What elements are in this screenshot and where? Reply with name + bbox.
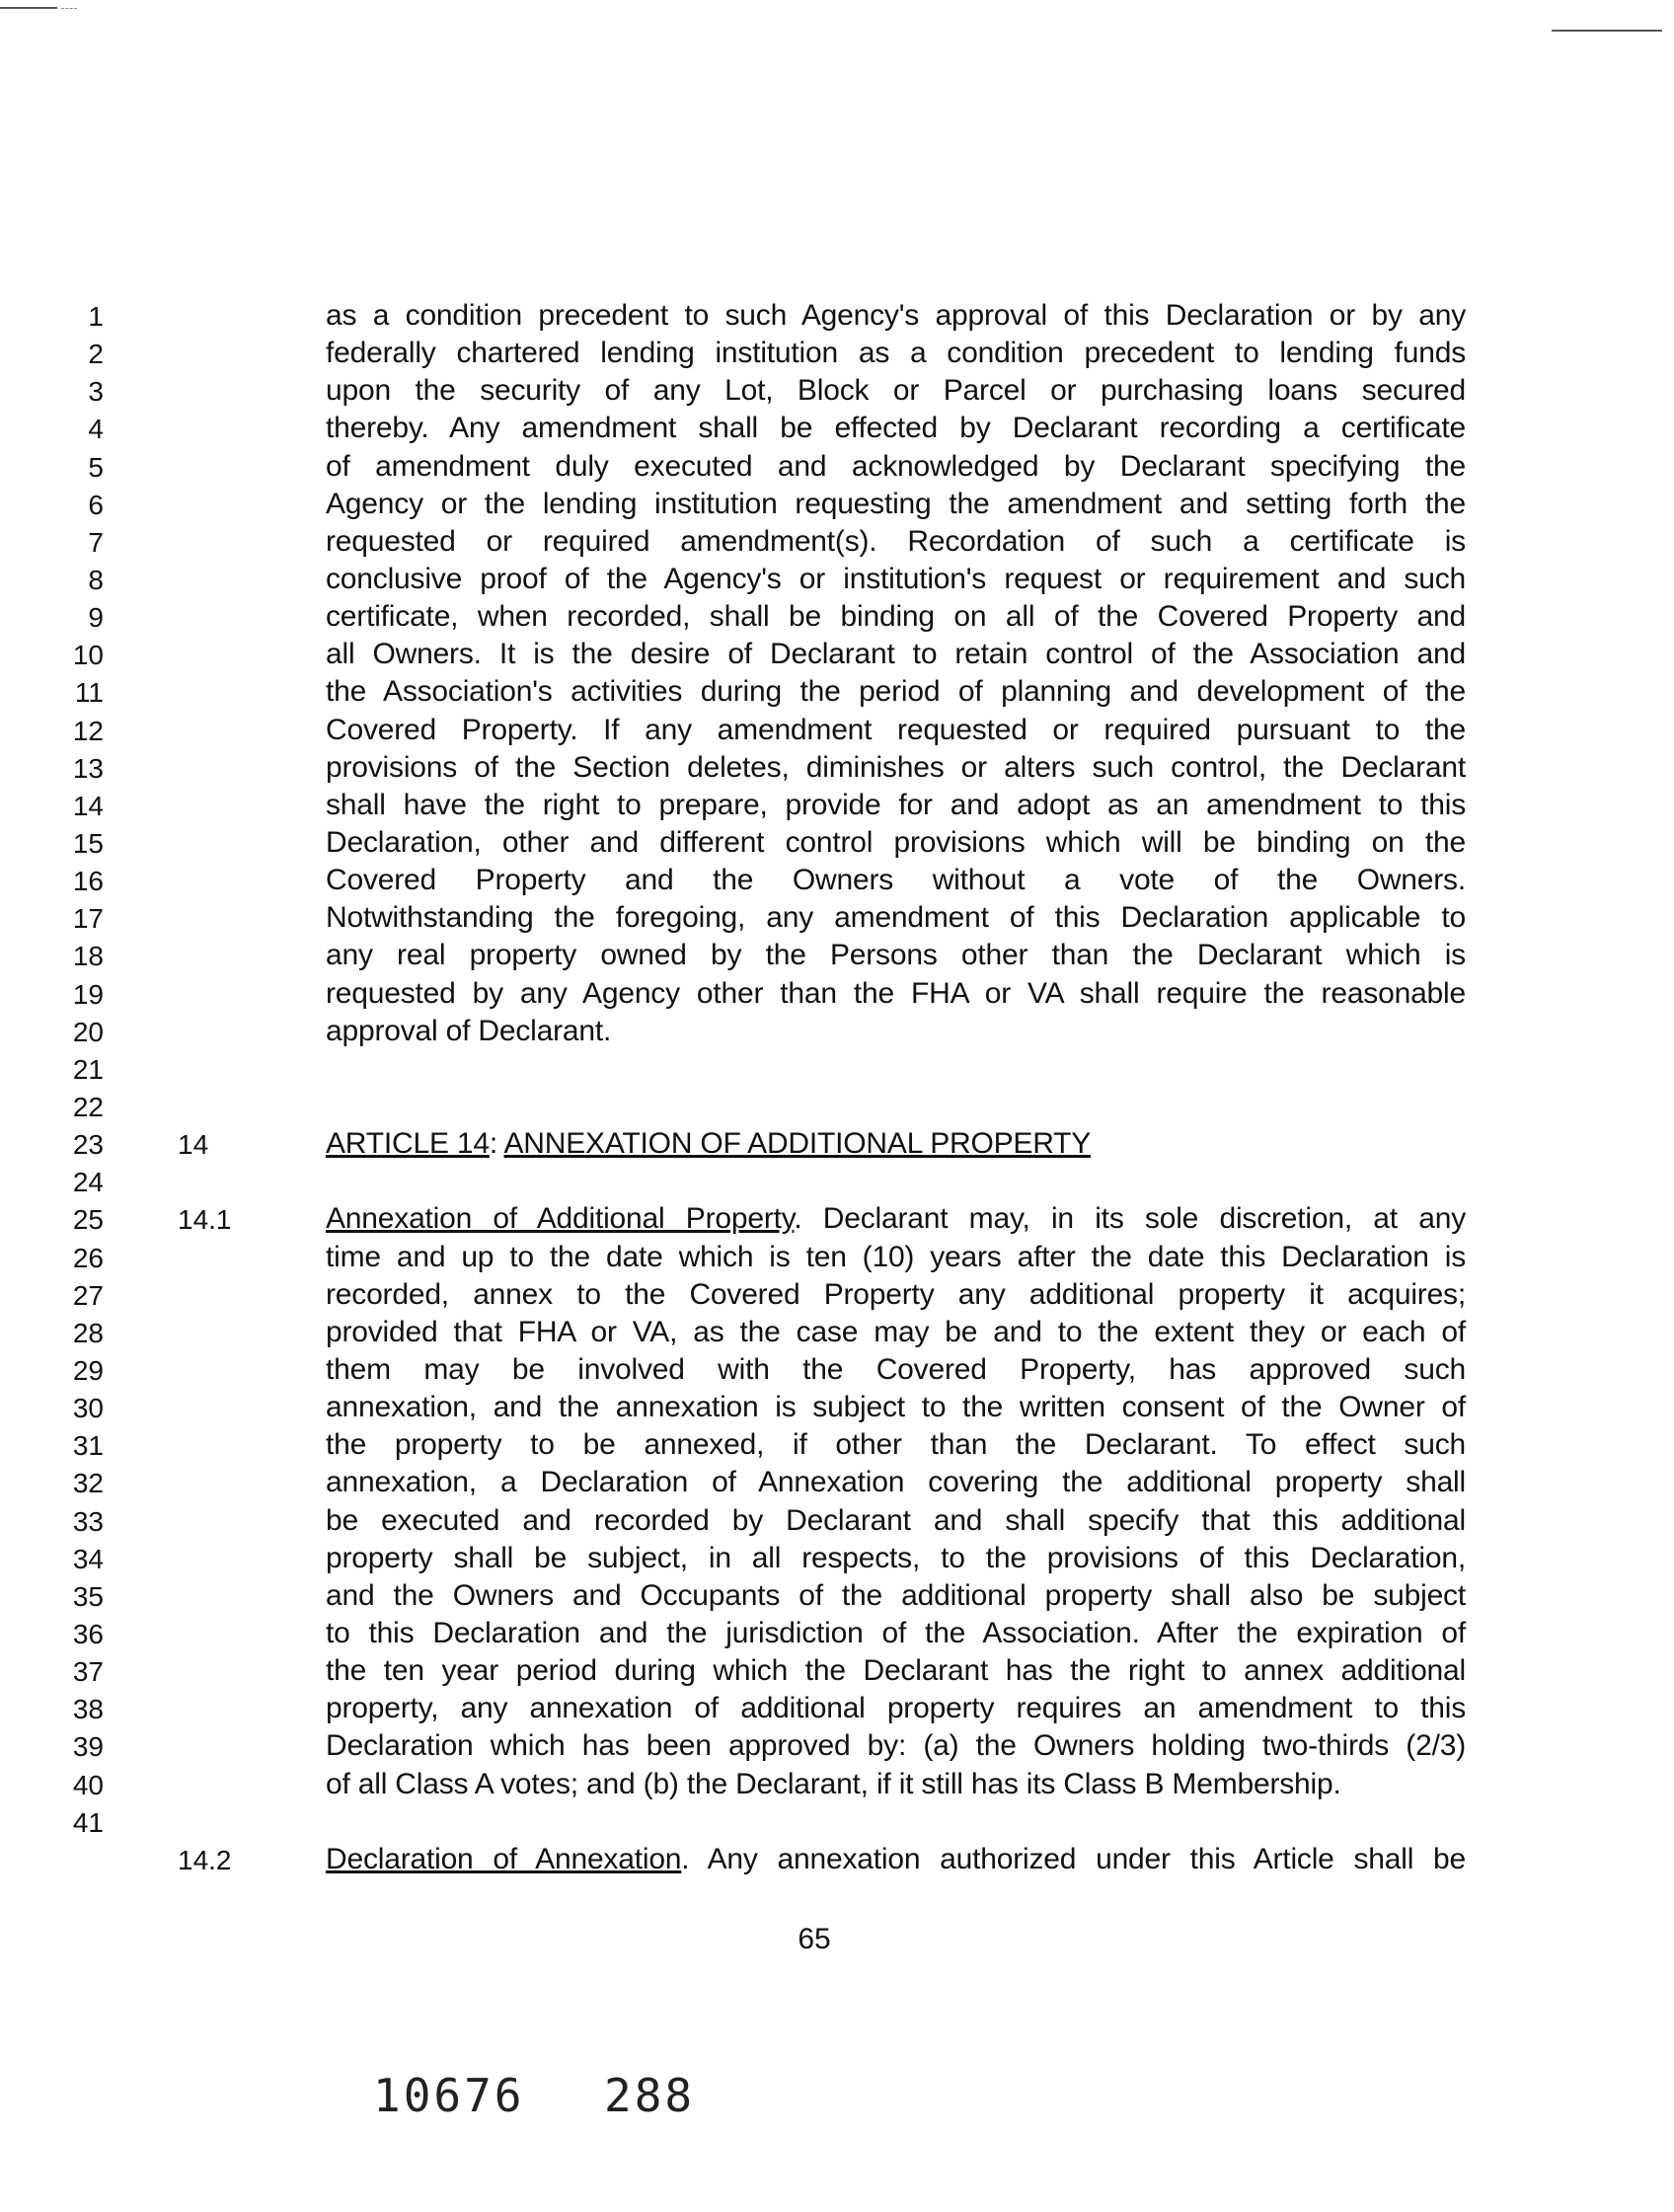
recording-book-number: 10676 xyxy=(373,2069,525,2122)
line-number: 31 xyxy=(72,1430,104,1461)
line-number: 9 xyxy=(88,602,104,633)
line-number: 4 xyxy=(88,414,104,444)
article-separator: : xyxy=(489,1127,504,1160)
paragraph-line: and the Owners and Occupants of the additional property shall also be subject xyxy=(326,1579,1466,1612)
line-number: 37 xyxy=(72,1656,104,1687)
line-number: 2 xyxy=(88,339,104,369)
paragraph-line: conclusive proof of the Agency's or institution's request or requirement and such xyxy=(326,563,1466,595)
scan-edge-mark xyxy=(61,8,77,9)
scan-edge-mark xyxy=(1552,30,1662,32)
recording-page-number: 288 xyxy=(604,2069,696,2122)
paragraph-line: the Association's activities during the period of planning and development of the xyxy=(326,675,1466,708)
paragraph-line: the ten year period during which the Declarant has the right to annex additional xyxy=(326,1654,1466,1687)
line-number: 5 xyxy=(88,452,104,483)
paragraph-line: provisions of the Section deletes, diminishes or alters such control, the Declarant xyxy=(326,751,1466,784)
paragraph-line: recorded, annex to the Covered Property any additional property it acquires; xyxy=(326,1278,1466,1311)
paragraph-line: property, any annexation of additional property requires an amendment to this xyxy=(326,1692,1466,1724)
paragraph-line: thereby. Any amendment shall be effected by Declarant recording a certificate xyxy=(326,412,1466,444)
line-number: 27 xyxy=(72,1280,104,1311)
paragraph-line: the property to be annexed, if other than the Declarant. To effect such xyxy=(326,1428,1466,1461)
paragraph-line: to this Declaration and the jurisdiction of the Association. After the expiration of xyxy=(326,1617,1466,1649)
line-number: 33 xyxy=(72,1506,104,1537)
line-number: 38 xyxy=(72,1694,104,1724)
line-number: 6 xyxy=(88,490,104,520)
line-number: 14 xyxy=(72,791,104,821)
article-number: 14 xyxy=(178,1129,209,1160)
line-number: 24 xyxy=(72,1167,104,1197)
line-number: 11 xyxy=(74,677,104,708)
line-number: 19 xyxy=(72,979,104,1010)
line-number: 22 xyxy=(72,1092,104,1122)
line-number: 13 xyxy=(72,753,104,784)
line-number: 41 xyxy=(72,1807,104,1838)
paragraph-line: Covered Property. If any amendment requested or required pursuant to the xyxy=(326,714,1466,746)
line-number: 35 xyxy=(72,1581,104,1612)
line-number: 1 xyxy=(88,301,104,332)
page-number: 65 xyxy=(798,1923,831,1955)
paragraph-line: shall have the right to prepare, provide for and adopt as an amendment to this xyxy=(326,789,1466,821)
paragraph-line-text: . Any annexation authorized under this Article shall be xyxy=(681,1843,1466,1875)
paragraph-line: Agency or the lending institution requesting the amendment and setting forth the xyxy=(326,488,1466,520)
line-number: 12 xyxy=(72,716,104,746)
line-number: 17 xyxy=(72,903,104,934)
line-number: 29 xyxy=(72,1355,104,1386)
paragraph-line: property shall be subject, in all respects, to the provisions of this Declaration, xyxy=(326,1542,1466,1574)
paragraph-line: certificate, when recorded, shall be binding on all of the Covered Property and xyxy=(326,600,1466,633)
line-number: 10 xyxy=(72,640,104,670)
paragraph-line: any real property owned by the Persons other than the Declarant which is xyxy=(326,939,1466,971)
paragraph-line-text: . Declarant may, in its sole discretion, at any xyxy=(794,1202,1466,1235)
line-number: 7 xyxy=(88,527,104,558)
line-number: 3 xyxy=(88,376,104,407)
section-number: 14.1 xyxy=(178,1204,232,1235)
paragraph-line: upon the security of any Lot, Block or Parcel or purchasing loans secured xyxy=(326,374,1466,407)
line-number: 16 xyxy=(72,866,104,896)
line-number: 36 xyxy=(72,1619,104,1649)
paragraph-line: as a condition precedent to such Agency's approval of this Declaration or by any xyxy=(326,299,1466,332)
paragraph-line: provided that FHA or VA, as the case may be and to the extent they or each of xyxy=(326,1316,1466,1348)
section-heading: Declaration of Annexation xyxy=(326,1843,682,1875)
paragraph-line: requested by any Agency other than the FHA or VA shall require the reasonable xyxy=(326,977,1466,1010)
section-heading: Annexation of Additional Property xyxy=(326,1202,795,1235)
line-number: 8 xyxy=(88,565,104,595)
paragraph-line: approval of Declarant. xyxy=(326,1015,612,1047)
paragraph-line: of all Class A votes; and (b) the Declarant, if it still has its Class B Membership. xyxy=(326,1768,1341,1800)
line-number: 28 xyxy=(72,1318,104,1348)
line-number: 39 xyxy=(72,1731,104,1762)
line-number: 40 xyxy=(72,1770,104,1800)
line-number: 30 xyxy=(72,1393,104,1423)
paragraph-line: federally chartered lending institution as a condition precedent to lending funds xyxy=(326,337,1466,369)
line-number: 20 xyxy=(72,1017,104,1047)
paragraph-line: Declaration which has been approved by: (a) the Owners holding two-thirds (2/3) xyxy=(326,1729,1466,1762)
paragraph-line: all Owners. It is the desire of Declarant to retain control of the Association and xyxy=(326,638,1466,670)
section-number: 14.2 xyxy=(178,1845,232,1875)
line-number: 15 xyxy=(72,828,104,859)
paragraph-line: be executed and recorded by Declarant and shall specify that this additional xyxy=(326,1504,1466,1537)
line-number: 21 xyxy=(72,1054,104,1085)
paragraph-line: annexation, and the annexation is subject to the written consent of the Owner of xyxy=(326,1391,1466,1423)
article-title: ANNEXATION OF ADDITIONAL PROPERTY xyxy=(503,1127,1092,1160)
paragraph-line xyxy=(326,1204,1466,1234)
line-number: 26 xyxy=(72,1243,104,1273)
line-number: 32 xyxy=(72,1468,104,1498)
line-number: 18 xyxy=(72,941,104,971)
paragraph-line: Declaration, other and different control provisions which will be binding on the xyxy=(326,826,1466,859)
paragraph-line: annexation, a Declaration of Annexation covering the additional property shall xyxy=(326,1466,1466,1498)
paragraph-line: requested or required amendment(s). Recordation of such a certificate is xyxy=(326,525,1466,558)
scan-edge-mark xyxy=(0,7,57,9)
article-heading xyxy=(326,1129,1466,1159)
paragraph-line: Notwithstanding the foregoing, any amendment of this Declaration applicable to xyxy=(326,901,1466,934)
article-label: ARTICLE 14 xyxy=(326,1127,490,1160)
paragraph-line: Covered Property and the Owners without a vote of the Owners. xyxy=(326,864,1466,896)
line-number: 23 xyxy=(72,1129,104,1160)
paragraph-line: of amendment duly executed and acknowledged by Declarant specifying the xyxy=(326,450,1466,483)
line-number: 34 xyxy=(72,1544,104,1574)
paragraph-line xyxy=(326,1845,1466,1874)
line-number: 25 xyxy=(72,1204,104,1235)
paragraph-line: them may be involved with the Covered Property, has approved such xyxy=(326,1353,1466,1386)
paragraph-line: time and up to the date which is ten (10) years after the date this Declaration is xyxy=(326,1241,1466,1273)
